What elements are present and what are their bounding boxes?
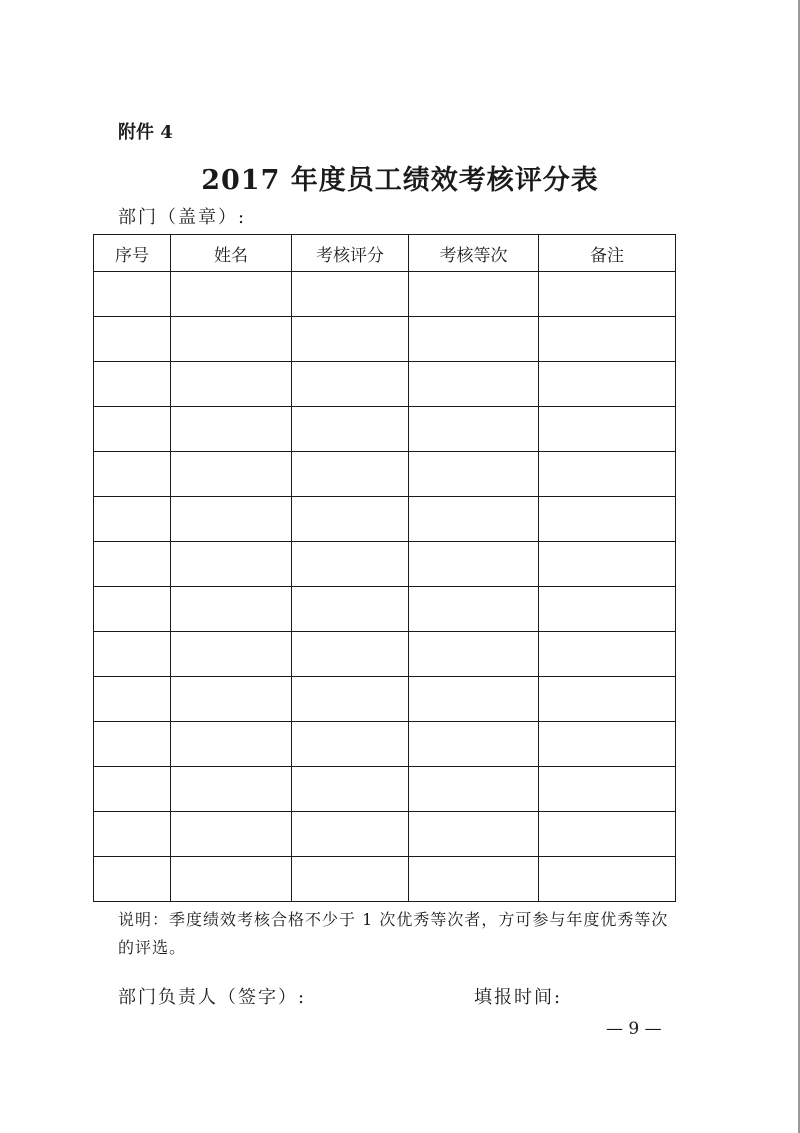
cell-grade <box>409 497 539 542</box>
cell-score <box>292 407 409 452</box>
cell-score <box>292 632 409 677</box>
cell-remarks <box>539 272 676 317</box>
cell-remarks <box>539 632 676 677</box>
table-row <box>94 452 676 497</box>
cell-grade <box>409 452 539 497</box>
cell-name <box>171 722 292 767</box>
explanation-note: 说明：季度绩效考核合格不少于 1 次优秀等次者，方可参与年度优秀等次的评选。 <box>118 910 669 957</box>
column-header-remarks: 备注 <box>539 235 676 272</box>
cell-grade <box>409 272 539 317</box>
table-row <box>94 317 676 362</box>
cell-index <box>94 587 171 632</box>
table-row <box>94 677 676 722</box>
cell-remarks <box>539 452 676 497</box>
table-row <box>94 407 676 452</box>
table-row <box>94 542 676 587</box>
cell-index <box>94 767 171 812</box>
cell-grade <box>409 677 539 722</box>
cell-remarks <box>539 362 676 407</box>
cell-name <box>171 812 292 857</box>
cell-remarks <box>539 407 676 452</box>
table-header-row <box>94 235 676 272</box>
cell-remarks <box>539 497 676 542</box>
table-row <box>94 587 676 632</box>
cell-index <box>94 632 171 677</box>
cell-score <box>292 542 409 587</box>
cell-grade <box>409 722 539 767</box>
cell-score <box>292 497 409 542</box>
score-table <box>93 234 676 902</box>
cell-score <box>292 272 409 317</box>
cell-index <box>94 812 171 857</box>
cell-score <box>292 677 409 722</box>
cell-index <box>94 542 171 587</box>
cell-remarks <box>539 722 676 767</box>
cell-remarks <box>539 857 676 902</box>
cell-index <box>94 722 171 767</box>
cell-name <box>171 587 292 632</box>
cell-grade <box>409 857 539 902</box>
cell-score <box>292 722 409 767</box>
table-row <box>94 767 676 812</box>
department-stamp-label: 部门（盖章）: <box>118 207 247 228</box>
attachment-label: 附件 4 <box>118 122 173 143</box>
fill-time-label: 填报时间: <box>474 987 563 1008</box>
cell-score <box>292 812 409 857</box>
table-row <box>94 632 676 677</box>
cell-grade <box>409 812 539 857</box>
cell-name <box>171 677 292 722</box>
cell-index <box>94 677 171 722</box>
table-body <box>94 272 676 902</box>
cell-score <box>292 767 409 812</box>
cell-grade <box>409 317 539 362</box>
cell-score <box>292 317 409 362</box>
cell-grade <box>409 767 539 812</box>
cell-name <box>171 272 292 317</box>
signer-label: 部门负责人（签字）: <box>118 987 307 1008</box>
cell-name <box>171 542 292 587</box>
table-row <box>94 857 676 902</box>
cell-remarks <box>539 677 676 722</box>
column-header-grade: 考核等次 <box>409 235 539 272</box>
cell-grade <box>409 362 539 407</box>
table-row <box>94 812 676 857</box>
table-row <box>94 497 676 542</box>
cell-index <box>94 857 171 902</box>
cell-name <box>171 407 292 452</box>
cell-index <box>94 362 171 407</box>
cell-name <box>171 452 292 497</box>
cell-name <box>171 317 292 362</box>
cell-name <box>171 497 292 542</box>
cell-index <box>94 497 171 542</box>
table-row <box>94 722 676 767</box>
column-header-score: 考核评分 <box>292 235 409 272</box>
cell-name <box>171 362 292 407</box>
cell-remarks <box>539 317 676 362</box>
cell-name <box>171 767 292 812</box>
page-number: — 9 — <box>606 1019 662 1039</box>
column-header-name: 姓名 <box>171 235 292 272</box>
cell-name <box>171 857 292 902</box>
table-row <box>94 362 676 407</box>
cell-grade <box>409 407 539 452</box>
cell-remarks <box>539 767 676 812</box>
table-row <box>94 272 676 317</box>
cell-index <box>94 407 171 452</box>
cell-score <box>292 587 409 632</box>
column-header-index: 序号 <box>94 235 171 272</box>
cell-index <box>94 452 171 497</box>
page-title: 2017 年度员工绩效考核评分表 <box>201 165 599 196</box>
cell-remarks <box>539 587 676 632</box>
cell-index <box>94 272 171 317</box>
cell-score <box>292 362 409 407</box>
cell-score <box>292 857 409 902</box>
cell-remarks <box>539 812 676 857</box>
cell-remarks <box>539 542 676 587</box>
cell-grade <box>409 542 539 587</box>
cell-grade <box>409 632 539 677</box>
cell-score <box>292 452 409 497</box>
cell-grade <box>409 587 539 632</box>
cell-name <box>171 632 292 677</box>
cell-index <box>94 317 171 362</box>
